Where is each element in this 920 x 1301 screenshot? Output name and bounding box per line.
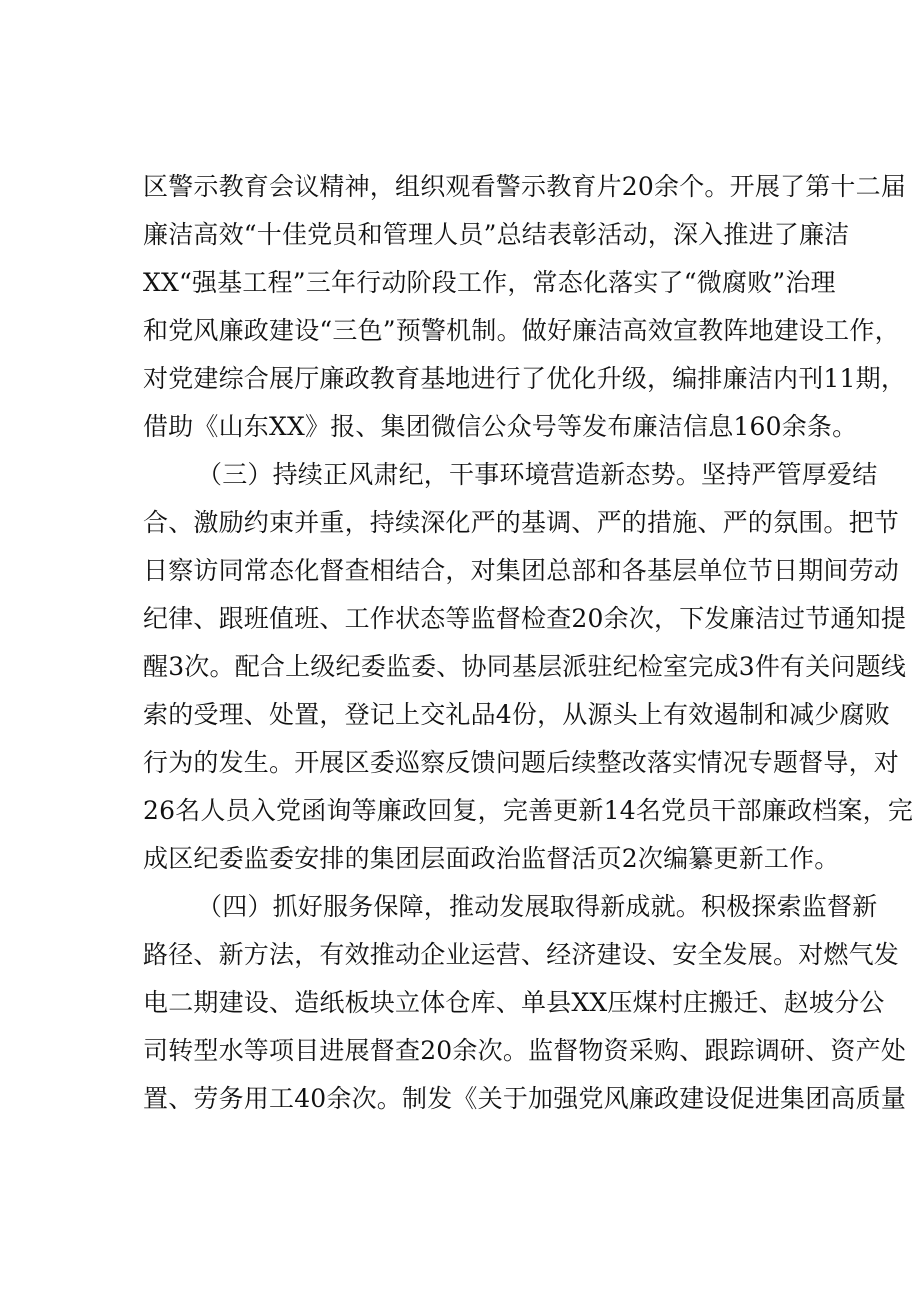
text-line: 和党风廉政建设“三色”预警机制。做好廉洁高效宣教阵地建设工作，: [143, 316, 900, 345]
text-line: 成区纪委监委安排的集团层面政治监督活页2次编纂更新工作。: [143, 844, 840, 873]
document-body: [143, 163, 914, 1123]
text-line: 司转型水等项目进展督查20余次。监督物资采购、跟踪调研、资产处: [143, 1036, 907, 1065]
text-line: 置、劳务用工40余次。制发《关于加强党风廉政建设促进集团高质量: [143, 1084, 907, 1113]
text-line: 行为的发生。开展区委巡察反馈问题后续整改落实情况专题督导，对: [143, 748, 900, 777]
paragraph-continued: [143, 163, 907, 451]
section-heading-line: （三）持续正风肃纪，干事环境营造新态势。坚持严管厚爱结: [197, 460, 878, 489]
paragraph-section-4: [143, 883, 907, 1123]
text-line: XX“强基工程”三年行动阶段工作，常态化落实了“微腐败”治理: [143, 268, 836, 297]
text-line: 醒3次。配合上级纪委监委、协同基层派驻纪检室完成3件有关问题线: [143, 652, 907, 681]
text-line: 索的受理、处置，登记上交礼品4份，从源头上有效遏制和减少腐败: [143, 700, 890, 729]
text-line: 对党建综合展厅廉政教育基地进行了优化升级，编排廉洁内刊11期，: [143, 364, 907, 393]
section-heading-line: （四）抓好服务保障，推动发展取得新成就。积极探索监督新: [197, 892, 878, 921]
text-line: 电二期建设、造纸板块立体仓库、单县XX压煤村庄搬迁、赵坡分公: [143, 988, 885, 1017]
text-line: 纪律、跟班值班、工作状态等监督检查20余次，下发廉洁过节通知提: [143, 604, 907, 633]
text-line: 合、激励约束并重，持续深化严的基调、严的措施、严的氛围。把节: [143, 508, 900, 537]
text-line: 路径、新方法，有效推动企业运营、经济建设、安全发展。对燃气发: [143, 940, 900, 969]
text-line: 日察访同常态化督查相结合，对集团总部和各基层单位节日期间劳动: [143, 556, 900, 585]
paragraph-section-3: [143, 451, 914, 883]
text-line: 借助《山东XX》报、集团微信公众号等发布廉洁信息160余条。: [143, 412, 858, 441]
text-line: 26名人员入党函询等廉政回复，完善更新14名党员干部廉政档案，完: [143, 796, 914, 825]
text-line: 区警示教育会议精神，组织观看警示教育片20余个。开展了第十二届: [143, 172, 907, 201]
text-line: 廉洁高效“十佳党员和管理人员”总结表彰活动，深入推进了廉洁: [143, 220, 850, 249]
